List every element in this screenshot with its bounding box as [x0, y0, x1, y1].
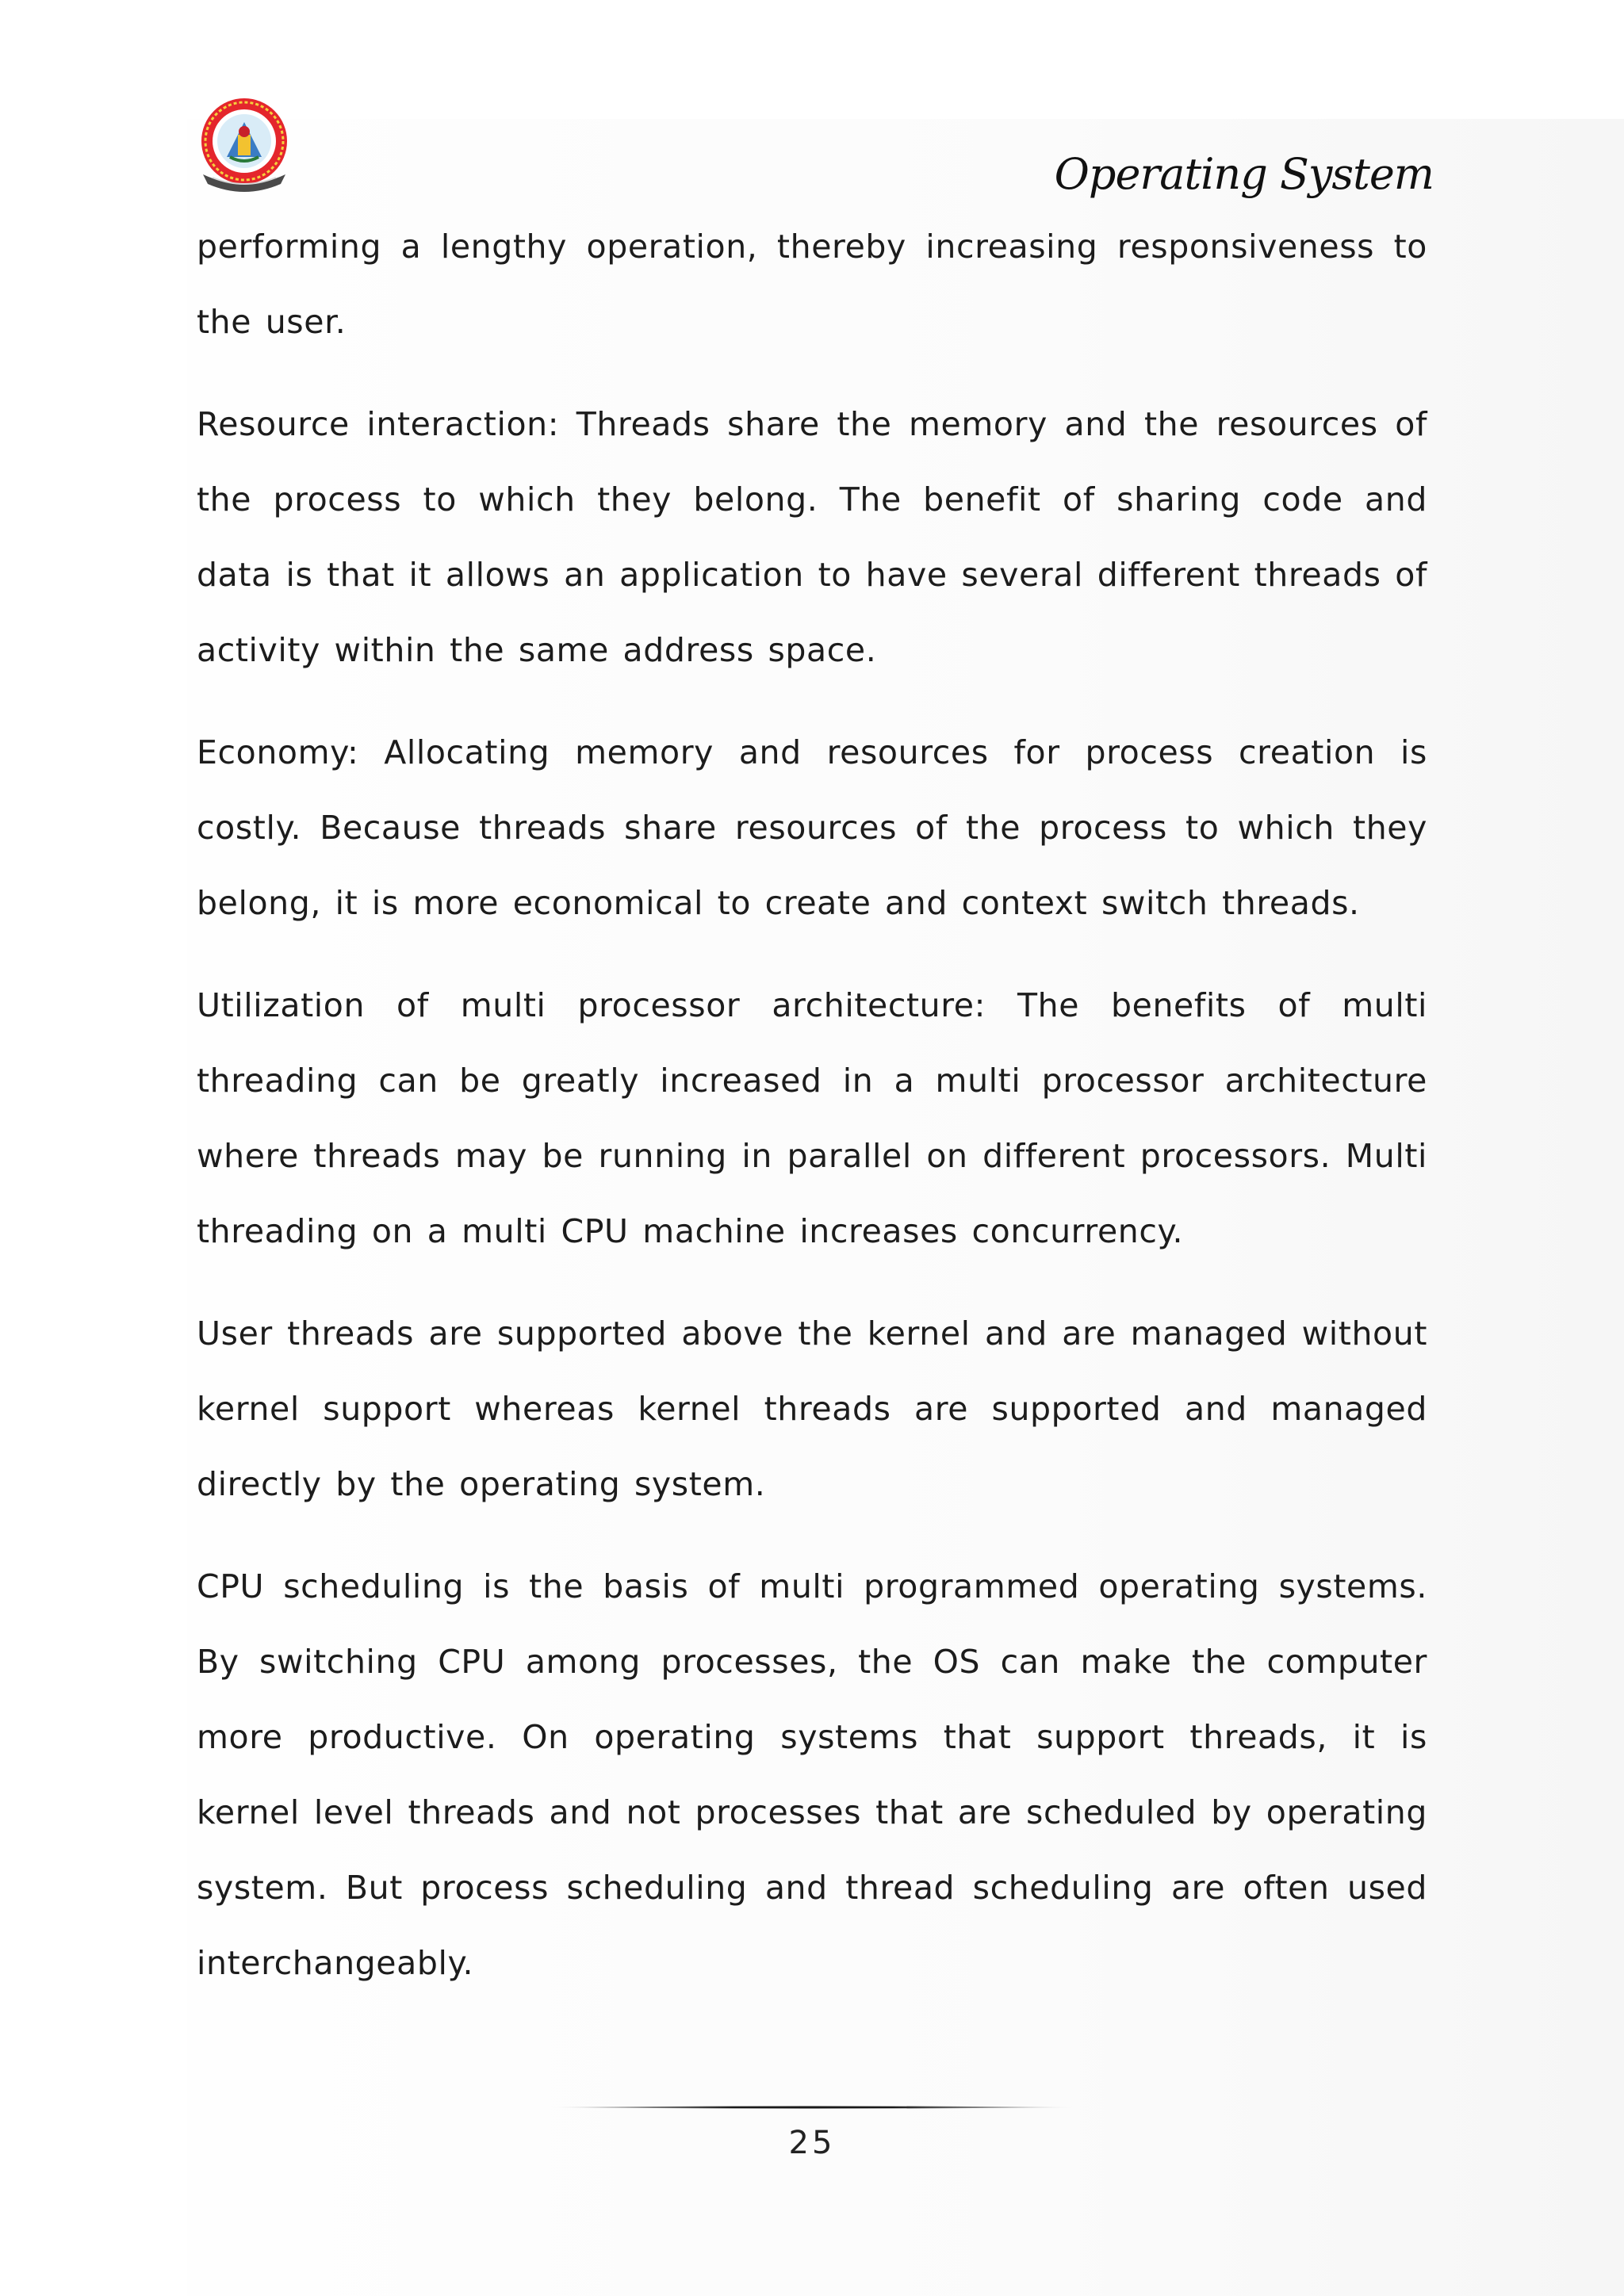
paragraph: User threads are supported above the kernel and are managed without kernel support whereas kernel threads are supported and managed directly by the operating system. — [197, 1314, 1427, 1503]
paragraph: Resource interaction: Threads share the memory and the resources of the process to which they belong. The benefit of sharing code and data is that it allows an application to have several different threads of activity within the same address space. — [197, 405, 1427, 669]
paragraph: Utilization of multi processor architecture: The benefits of multi threading can be greatly increased in a multi processor architecture where threads may be running in parallel on different processors. Multi threading on a multi CPU machine increases concurrency. — [197, 986, 1427, 1250]
paragraph: CPU scheduling is the basis of multi programmed operating systems. By switching CPU among processes, the OS can make the computer more productive. On operating systems that support threads, it is kernel level threads and not processes that are scheduled by operating system. But process scheduling and thread scheduling are often used interchangeably. — [197, 1567, 1427, 1982]
paragraph: performing a lengthy operation, thereby increasing responsiveness to the user. — [197, 228, 1427, 341]
running-header-title: Operating System — [1054, 149, 1434, 199]
paragraph: Economy: Allocating memory and resources for process creation is costly. Because threads share resources of the process to which they belong, it is more economical to create and context switch threads. — [197, 733, 1427, 922]
page-number: 25 — [788, 2125, 836, 2161]
body-text — [197, 209, 1427, 2028]
institution-seal-icon — [195, 95, 293, 197]
footer-divider — [547, 2105, 1078, 2110]
